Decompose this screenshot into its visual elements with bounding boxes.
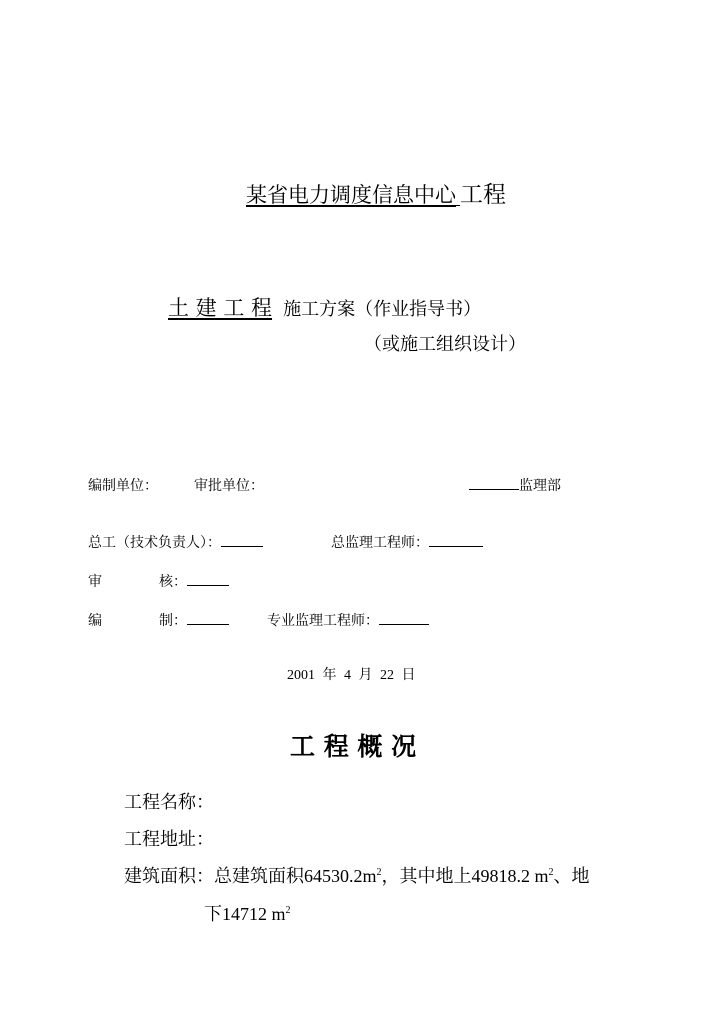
- date-year-unit: 年: [322, 668, 337, 683]
- project-name-label: 工程名称：: [124, 792, 214, 813]
- date-month: 4: [344, 668, 351, 683]
- supervision-dept-blank: [469, 476, 519, 490]
- plan-title-line: [166, 292, 481, 322]
- review-label: 核：: [159, 574, 187, 590]
- plan-alt: （或施工组织设计）: [364, 334, 526, 354]
- supervision-dept-line: [469, 475, 561, 495]
- building-area-line: [124, 862, 590, 888]
- review-line: [159, 571, 229, 591]
- below-ground-value: 14712 m: [222, 904, 286, 924]
- specialist-label: 专业监理工程师：: [267, 613, 379, 629]
- date-year: 2001: [287, 668, 315, 683]
- compile-char1: 编: [88, 613, 102, 629]
- total-area-value: 64530.2m: [304, 866, 377, 886]
- date-month-unit: 月: [358, 668, 373, 683]
- chief-supervisor-blank: [429, 533, 483, 547]
- chief-engineer-label: 总工（技术负责人）：: [88, 535, 221, 551]
- specialist-blank: [379, 611, 429, 625]
- chief-engineer-blank: [221, 533, 263, 547]
- discipline: 土 建 工 程: [168, 296, 273, 320]
- compile-line: [159, 610, 229, 630]
- approve-unit-label: 审批单位：: [194, 478, 264, 494]
- above-ground-label: ，其中地上: [381, 866, 472, 887]
- building-area-label: 建筑面积：: [124, 866, 214, 887]
- below-ground-line: [204, 900, 291, 926]
- compile-label: 制：: [159, 613, 187, 629]
- above-ground-exp: 2: [548, 867, 554, 878]
- overview-heading: 工 程 概 况: [290, 732, 417, 761]
- total-area-label: 总建筑面积: [214, 866, 304, 887]
- supervision-dept: 监理部: [519, 478, 561, 494]
- date-day: 22: [380, 668, 394, 683]
- compile-unit-label: 编制单位：: [88, 478, 158, 494]
- above-ground-value: 49818.2 m: [471, 866, 549, 886]
- project-name: 某省电力调度信息中心: [246, 183, 456, 207]
- project-suffix: 工程: [460, 182, 506, 207]
- chief-supervisor-line: [331, 532, 483, 552]
- project-address-label: 工程地址：: [124, 829, 214, 850]
- review-char1: 审: [88, 574, 102, 590]
- date-day-unit: 日: [401, 668, 416, 683]
- chief-engineer-line: [88, 532, 263, 552]
- below-ground-cont: 下: [204, 904, 222, 925]
- review-blank: [187, 572, 229, 586]
- compile-blank: [187, 611, 229, 625]
- project-title: [246, 176, 506, 209]
- plan-title: 施工方案（作业指导书）: [283, 299, 482, 319]
- total-area-exp: 2: [376, 867, 382, 878]
- chief-supervisor-label: 总监理工程师：: [331, 535, 429, 551]
- below-ground-exp: 2: [285, 905, 291, 916]
- below-ground-label: 、地: [553, 866, 590, 887]
- specialist-line: [267, 610, 429, 630]
- date-line: [287, 664, 416, 684]
